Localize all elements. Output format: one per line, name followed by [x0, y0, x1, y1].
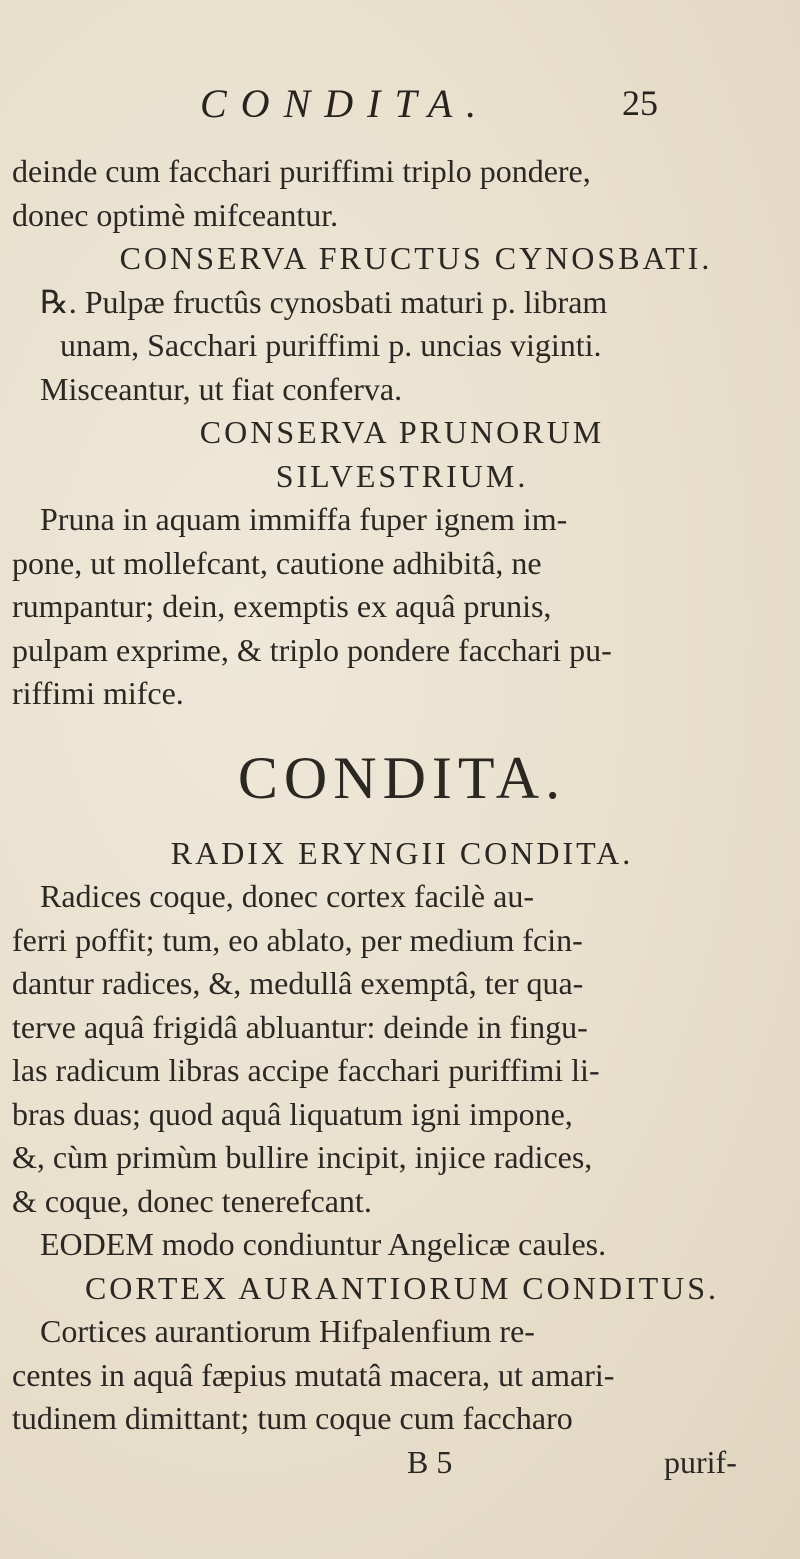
- signature-mark: B 5: [407, 1443, 453, 1480]
- section-title-conserva-prunorum-2: SILVESTRIUM.: [275, 457, 529, 494]
- text-line: ℞. Pulpæ fructûs cynosbati maturi p. libram: [40, 283, 608, 320]
- text-line: las radicum libras accipe facchari puriffimi li-: [12, 1052, 600, 1088]
- page-number: 25: [622, 83, 658, 123]
- text-line: &, cùm primùm bullire incipit, injice radices,: [12, 1139, 593, 1175]
- running-head: CONDITA.: [200, 81, 491, 126]
- section-title-radix-eryngii: RADIX ERYNGII CONDITA.: [170, 834, 634, 871]
- text-line: centes in aquâ fæpius mutatâ macera, ut amari-: [12, 1356, 615, 1393]
- text-line: Misceantur, ut fiat conferva.: [40, 370, 403, 407]
- text-line: Cortices aurantiorum Hifpalenfium re-: [40, 1313, 535, 1349]
- text-line: donec optimè mifceantur.: [12, 196, 339, 233]
- page-footer: [12, 1441, 792, 1485]
- text-line: riffimi mifce.: [12, 675, 184, 711]
- text-line: bras duas; quod aquâ liquatum igni impone,: [12, 1095, 573, 1132]
- page-header: [0, 80, 800, 130]
- body-text: [12, 150, 792, 1484]
- chapter-heading-condita: CONDITA.: [237, 744, 567, 811]
- text-line: pone, ut mollefcant, cautione adhibitâ, ne: [12, 544, 542, 581]
- text-line: terve aquâ frigidâ abluantur: deinde in fingu-: [12, 1008, 588, 1045]
- catchword: purif-: [664, 1443, 737, 1480]
- text-line: ferri poffit; tum, eo ablato, per medium fcin-: [12, 921, 583, 958]
- text-line: rumpantur; dein, exemptis ex aquâ prunis,: [12, 588, 552, 624]
- text-line: tudinem dimittant; tum coque cum faccharo: [12, 1400, 573, 1436]
- text-line: dantur radices, &, medullâ exemptâ, ter qua-: [12, 965, 584, 1001]
- text-line: unam, Sacchari puriffimi p. uncias viginti.: [60, 327, 602, 363]
- text-line-eodem: EODEM modo condiuntur Angelicæ caules.: [40, 1226, 607, 1262]
- text-line: & coque, donec tenerefcant.: [12, 1182, 372, 1219]
- text-line: Pruna in aquam immiffa fuper ignem im-: [40, 501, 568, 537]
- section-title-cortex-aurantiorum: CORTEX AURANTIORUM CONDITUS.: [84, 1269, 720, 1306]
- text-line: pulpam exprime, & triplo pondere facchari pu-: [12, 631, 612, 668]
- text-line: deinde cum facchari puriffimi triplo pondere,: [12, 153, 591, 189]
- text-line: Radices coque, donec cortex facilè au-: [40, 878, 534, 914]
- section-title-conserva-prunorum: CONSERVA PRUNORUM: [199, 414, 605, 450]
- section-title-conserva-fructus: CONSERVA FRUCTUS CYNOSBATI.: [119, 240, 713, 276]
